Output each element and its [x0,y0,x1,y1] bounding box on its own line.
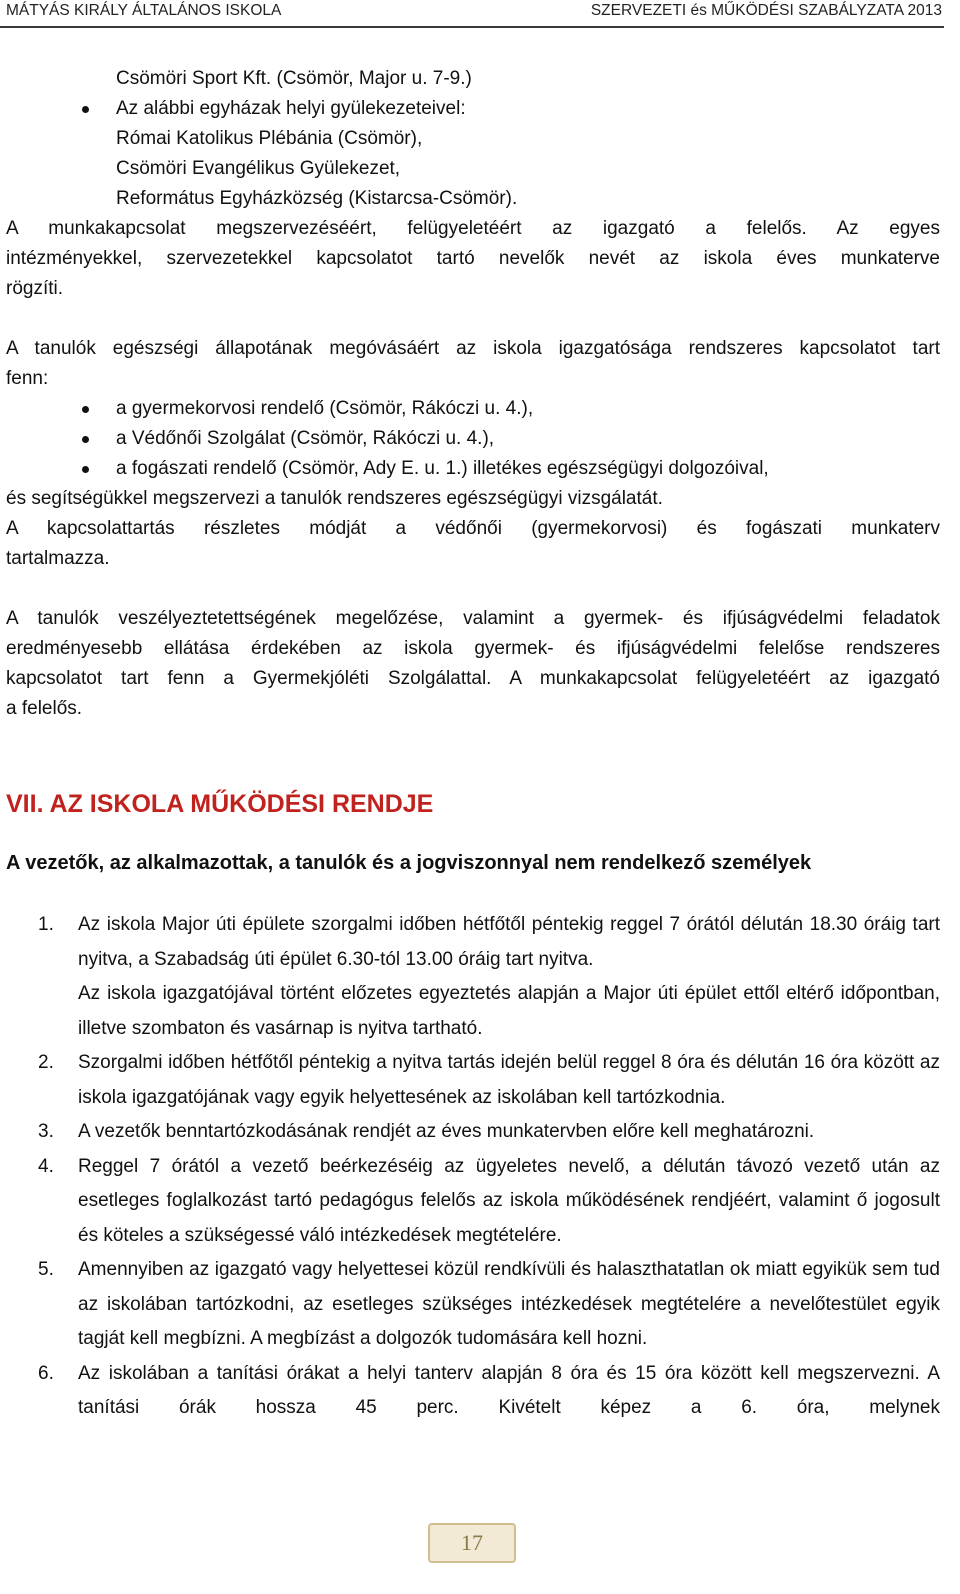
document-title: SZERVEZETI és MŰKÖDÉSI SZABÁLYZATA 2013 [590,2,942,19]
paragraph-line: intézményekkel, szervezetekkel kapcsolatot tartó nevelők nevét az iskola éves munkaterve [6,248,940,269]
list-item-number: 4. [38,1155,54,1177]
list-item [6,1115,940,1150]
rules-list [6,908,940,1426]
church-item: Csömöri Evangélikus Gyülekezet, [116,158,401,179]
health-bullet: a gyermekorvosi rendelő (Csömör, Rákóczi u. 4.), [6,394,940,424]
paragraph-line: a felelős. [6,698,83,719]
paragraph-line: fenn: [6,368,49,389]
list-item-note: Az iskola igazgatójával történt előzetes egyeztetés alapján a Major úti épület ettől eltérő időpontban, illetve szombaton és vasárnap is nyitva tartható. [78,983,940,1039]
list-item-number: 2. [38,1052,54,1073]
churches-bullet: Az alábbi egyházak helyi gyülekezeteivel: [6,94,940,124]
paragraph-line: eredményesebb ellátása érdekében az iskola gyermek- és ifjúságvédelmi felelőse rendszeres [6,638,940,659]
list-item-text: Reggel 7 órától a vezető beérkezéséig az ügyeletes nevelő, a délután távozó vezető után az esetleges foglalkozást tartó pedagógus felelős az iskola működésének rendjéért, valamint ő jogosult és köteles a szükségessé váló intézkedések megtételére. [78,1155,940,1246]
health-bullet: a Védőnői Szolgálat (Csömör, Rákóczi u. 4.), [6,424,940,454]
health-bullet: a fogászati rendelő (Csömör, Ady E. u. 1.) illetékes egészségügyi dolgozóival, [6,454,940,484]
paragraph-line: rögzíti. [6,278,64,299]
paragraph-line: A tanulók veszélyeztetettségének megelőzése, valamint a gyermek- és ifjúságvédelmi feladatok [6,608,940,629]
list-item-number: 6. [38,1362,54,1384]
list-item-text: Az iskola Major úti épülete szorgalmi időben hétfőtől péntekig reggel 7 órától délután 18.30 óráig tart nyitva, a Szabadság úti épület 6.30-tól 13.00 óráig tart nyitva. [78,914,940,970]
list-item-number: 5. [38,1259,54,1280]
list-item-number: 3. [38,1121,54,1142]
church-item: Római Katolikus Plébánia (Csömör), [116,128,423,149]
list-item-number: 1. [38,914,54,935]
list-item [6,1253,940,1357]
list-item [6,1150,940,1254]
list-item [6,1046,940,1115]
page-number: 17 [428,1523,516,1563]
paragraph-line: A tanulók egészségi állapotának megóvásáért az iskola igazgatósága rendszeres kapcsolatot tart [6,338,940,359]
list-item [6,1357,940,1426]
section-subheading: A vezetők, az alkalmazottak, a tanulók és a jogviszonnyal nem rendelkező személyek [6,852,812,874]
paragraph-line: A munkakapcsolat megszervezéséért, felügyeletéért az igazgató a felelős. Az egyes [6,218,940,239]
paragraph-line: tartalmazza. [6,548,110,569]
page-content [6,64,940,1426]
list-item [6,908,940,977]
sport-partner: Csömöri Sport Kft. (Csömör, Major u. 7-9.) [116,68,472,89]
list-item-text: Szorgalmi időben hétfőtől péntekig a nyitva tartás idején belül reggel 8 óra és délután 16 óra között az iskola igazgatójának vagy egyik helyettesének az iskolában kell tartózkodnia. [78,1052,940,1108]
school-name: MÁTYÁS KIRÁLY ÁLTALÁNOS ISKOLA [6,2,282,19]
list-item-text: Az iskolában a tanítási órákat a helyi tanterv alapján 8 óra és 15 óra között kell megszervezni. A tanítási órák hossza 45 perc. Kivételt képez a 6. óra, melynek [78,1362,940,1418]
page-header [0,0,944,28]
paragraph-line: és segítségükkel megszervezi a tanulók rendszeres egészségügyi vizsgálatát. [6,488,663,509]
section-heading: VII. AZ ISKOLA MŰKÖDÉSI RENDJE [6,790,434,818]
church-item: Református Egyházközség (Kistarcsa-Csömör). [116,188,518,209]
paragraph-line: A kapcsolattartás részletes módját a védőnői (gyermekorvosi) és fogászati munkaterv [6,518,940,539]
list-item-text: Amennyiben az igazgató vagy helyettesei közül rendkívüli és halaszthatatlan ok miatt egyikük sem tud az iskolában tartózkodni, az esetleges szükséges intézkedések megtételére a nevelőtestület egyik tagját kell megbízni. A megbízást a dolgozók tudomására kell hozni. [78,1259,940,1349]
paragraph-line: kapcsolatot tart fenn a Gyermekjóléti Szolgálattal. A munkakapcsolat felügyeletéért az igazgató [6,668,940,689]
list-item-text: A vezetők benntartózkodásának rendjét az éves munkatervben előre kell meghatározni. [78,1121,815,1142]
